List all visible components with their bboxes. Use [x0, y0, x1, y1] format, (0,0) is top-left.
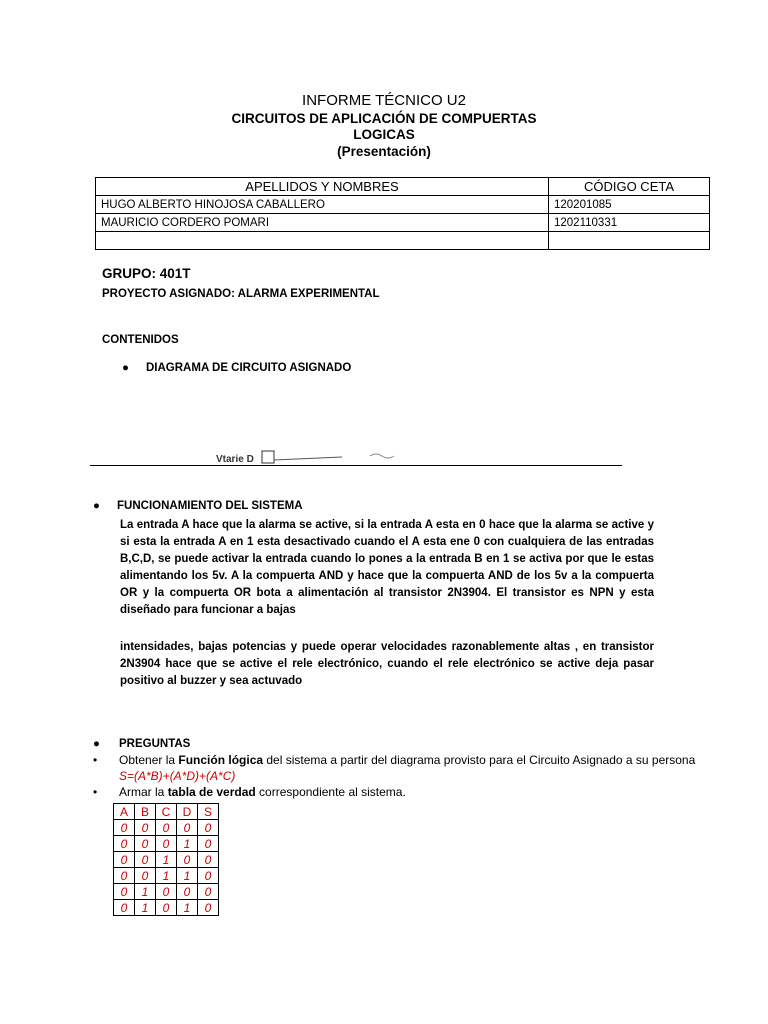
- truth-cell: 0: [135, 836, 156, 852]
- truth-cell: 1: [156, 868, 177, 884]
- question-1-bold: Función lógica: [178, 753, 264, 767]
- member-name: HUGO ALBERTO HINOJOSA CABALLERO: [96, 196, 549, 214]
- table-row: [96, 196, 710, 214]
- diagram-divider: [90, 465, 622, 466]
- truth-cell: 1: [156, 852, 177, 868]
- truth-cell: 1: [177, 868, 198, 884]
- resistor-icon: [370, 454, 394, 458]
- truth-table-header: [114, 804, 219, 820]
- contents-item-label: DIAGRAMA DE CIRCUITO ASIGNADO: [146, 362, 352, 374]
- member-name: [96, 232, 549, 250]
- truth-cell: 1: [177, 836, 198, 852]
- truth-cell: 1: [135, 884, 156, 900]
- paragraph-1: La entrada A hace que la alarma se active, si la entrada A esta en 0 hace que la alarma se active y si esta la entrada A en 1 esta desactivado cuando el A esta ene 0 con cualquiera de las entradas B,C,D, se puede activar la entrada cuando lo pones a la entrada B en 1 se activa por que le estas alimentando los 5v. A la compuerta AND y hace que la compuerta AND de los 5v a la compuerta OR y la compuerta OR bota a alimentación al transistor 2N3904. El transistor es NPN y esta diseñado para funcionar a bajas: [120, 519, 654, 616]
- report-subtitle-line3: (Presentación): [337, 144, 431, 159]
- truth-cell: 0: [114, 852, 135, 868]
- truth-cell: 0: [177, 820, 198, 836]
- truth-table: [113, 803, 219, 916]
- paragraph-2: intensidades, bajas potencias y puede operar velocidades razonablemente altas , en transistor 2N3904 hace que se active el rele electrónico, cuando el rele electrónico se active deja pasar positivo al buzzer y sea actuvado: [120, 641, 654, 687]
- truth-cell: 0: [135, 852, 156, 868]
- table-row: [114, 868, 219, 884]
- truth-cell: 0: [198, 852, 219, 868]
- section-funcionamiento: [93, 500, 303, 512]
- truth-cell: 0: [198, 868, 219, 884]
- logic-formula: S=(A*B)+(A*D)+(A*C): [119, 769, 236, 783]
- question-1-text: Obtener la: [119, 753, 179, 767]
- questions-heading: PREGUNTAS: [119, 738, 191, 750]
- report-subtitle-line1: CIRCUITOS DE APLICACIÓN DE COMPUERTAS: [231, 111, 537, 126]
- cut-fragment-text: Vtarie D: [216, 454, 254, 465]
- bullet-icon: ●: [122, 362, 129, 374]
- truth-cell: 0: [156, 836, 177, 852]
- list-item: [93, 736, 713, 752]
- question-2: [119, 784, 713, 800]
- report-title: INFORME TÉCNICO U2: [302, 92, 466, 109]
- table-row: [114, 900, 219, 916]
- truth-header-cell: D: [177, 804, 198, 820]
- truth-header-cell: A: [114, 804, 135, 820]
- questions-section: [93, 736, 713, 800]
- truth-cell: 0: [114, 868, 135, 884]
- truth-header-cell: S: [198, 804, 219, 820]
- question-2-bold: tabla de verdad: [167, 785, 256, 799]
- truth-cell: 0: [114, 820, 135, 836]
- group-label: GRUPO: 401T: [102, 266, 191, 281]
- section-heading: FUNCIONAMIENTO DEL SISTEMA: [117, 500, 303, 512]
- list-item: [93, 784, 713, 800]
- table-row: [96, 214, 710, 232]
- question-2-text: Armar la: [119, 785, 168, 799]
- truth-cell: 0: [156, 820, 177, 836]
- small-bullet-icon: •: [93, 785, 98, 799]
- truth-cell: 0: [198, 836, 219, 852]
- truth-cell: 0: [114, 900, 135, 916]
- truth-cell: 0: [114, 884, 135, 900]
- truth-cell: 1: [135, 900, 156, 916]
- truth-cell: 0: [177, 884, 198, 900]
- question-1: [119, 752, 713, 784]
- col-header-names: APELLIDOS Y NOMBRES: [96, 178, 549, 196]
- question-2-text-end: correspondiente al sistema.: [255, 785, 406, 799]
- truth-header-cell: B: [135, 804, 156, 820]
- truth-cell: 0: [156, 884, 177, 900]
- table-row: [114, 884, 219, 900]
- bullet-icon: ●: [93, 500, 100, 512]
- small-bullet-icon: •: [93, 753, 98, 767]
- truth-cell: 0: [156, 900, 177, 916]
- contents-heading: CONTENIDOS: [102, 334, 179, 346]
- question-1-text-end: del sistema a partir del diagrama provisto para el Circuito Asignado a su persona: [263, 753, 696, 767]
- truth-header-cell: C: [156, 804, 177, 820]
- member-code: 120201085: [549, 196, 710, 214]
- truth-cell: 0: [114, 836, 135, 852]
- switch-icon: [262, 451, 274, 463]
- truth-cell: 1: [177, 900, 198, 916]
- bullet-icon: ●: [93, 738, 100, 750]
- member-name: MAURICIO CORDERO POMARI: [96, 214, 549, 232]
- table-row: [96, 232, 710, 250]
- project-label: PROYECTO ASIGNADO: ALARMA EXPERIMENTAL: [102, 288, 380, 300]
- member-code: 1202110331: [549, 214, 710, 232]
- table-row: [114, 820, 219, 836]
- col-header-code: CÓDIGO CETA: [549, 178, 710, 196]
- table-row: [114, 836, 219, 852]
- contents-item: [122, 362, 351, 374]
- list-item: [93, 752, 713, 784]
- truth-cell: 0: [135, 868, 156, 884]
- truth-cell: 0: [198, 900, 219, 916]
- truth-cell: 0: [198, 884, 219, 900]
- truth-cell: 0: [135, 820, 156, 836]
- member-code: [549, 232, 710, 250]
- members-table-header: [96, 178, 710, 196]
- report-subtitle-line2: LOGICAS: [353, 127, 415, 142]
- wire-line: [274, 457, 342, 460]
- truth-cell: 0: [177, 852, 198, 868]
- table-row: [114, 852, 219, 868]
- members-table: [95, 177, 710, 250]
- truth-cell: 0: [198, 820, 219, 836]
